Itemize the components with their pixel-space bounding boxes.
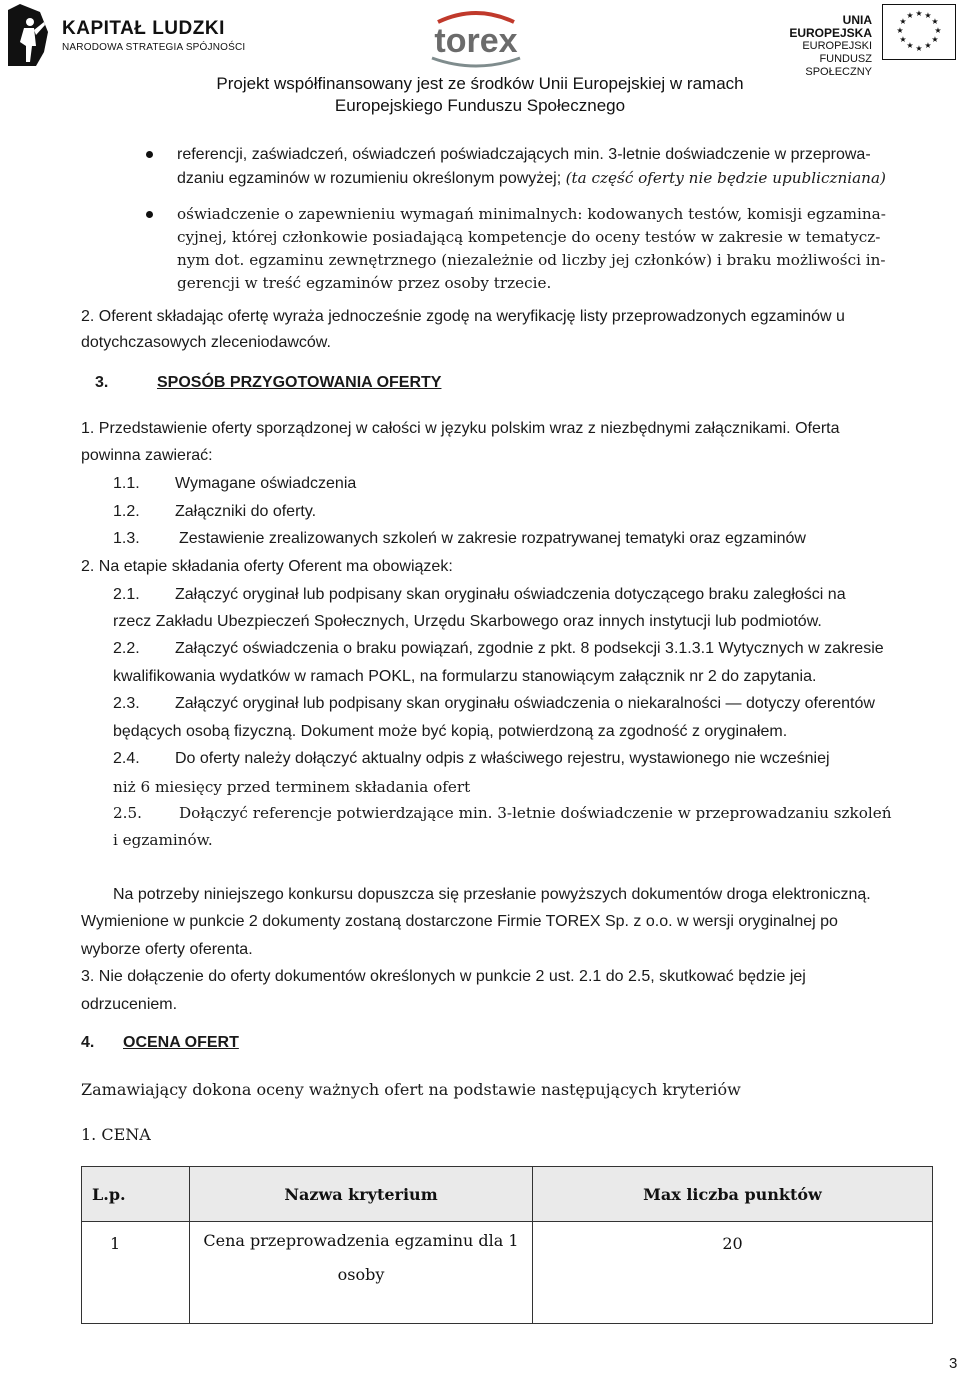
item-2-3-number: 2.3. <box>113 695 140 712</box>
ue-line-3: FUNDUSZ SPOŁECZNY <box>805 53 872 78</box>
s3-p3-line-1: 3. Nie dołączenie do oferty dokumentów określonych w punkcie 2 ust. 2.1 do 2.5, skutkować będzie jej <box>81 968 806 985</box>
item-1-1-number: 1.1. <box>113 475 140 492</box>
svg-text:★: ★ <box>906 11 914 20</box>
section-3-number: 3. <box>95 374 109 391</box>
svg-text:★: ★ <box>899 17 907 26</box>
section-4-title: OCENA OFERT <box>123 1034 239 1051</box>
svg-text:★: ★ <box>924 11 932 20</box>
note-line-2: Wymienione w punkcie 2 dokumenty zostaną dostarczone Firmie TOREX Sp. z o.o. w wersji oryginalnej po <box>81 913 838 930</box>
table-cell-points: 20 <box>533 1222 933 1324</box>
s3-p2: 2. Na etapie składania oferty Oferent ma obowiązek: <box>81 558 453 575</box>
project-line-1: Projekt współfinansowany jest ze środków Unii Europejskiej w ramach <box>216 74 744 93</box>
section-4-intro: Zamawiający dokona oceny ważnych ofert na podstawie następujących kryteriów <box>81 1080 741 1099</box>
table-cell-lp: 1 <box>82 1222 190 1324</box>
item-2-4-number: 2.4. <box>113 750 140 767</box>
table-header-points: Max liczba punktów <box>533 1167 933 1222</box>
table-header-row <box>82 1167 933 1222</box>
item-1-3: Zestawienie zrealizowanych szkoleń w zakresie rozpatrywanej tematyki oraz egzaminów <box>179 530 806 547</box>
kapital-ludzki-logo-icon <box>6 2 50 68</box>
page-number: 3 <box>949 1355 958 1372</box>
page-header <box>0 0 960 78</box>
item-2-1-number: 2.1. <box>113 586 140 603</box>
svg-text:★: ★ <box>924 41 932 50</box>
item-2-1-line-2: rzecz Zakładu Ubezpieczeń Społecznych, Urzędu Skarbowego oraz innych instytucji lub podmiotów. <box>113 613 822 630</box>
torex-logo-text: torex <box>434 22 518 60</box>
para-2-line-1: 2. Oferent składając ofertę wyraża jednocześnie zgodę na weryfikację listy przeprowadzonych egzaminów u <box>81 308 845 325</box>
bullet-dot <box>146 151 153 158</box>
svg-text:★: ★ <box>915 44 923 53</box>
item-2-2-line-2: kwalifikowania wydatków w ramach POKL, na formularzu stanowiącym załącznik nr 2 do zapytania. <box>113 668 817 685</box>
item-1-1: Wymagane oświadczenia <box>175 475 357 492</box>
item-1-2-number: 1.2. <box>113 503 140 520</box>
s3-p1-line-2: powinna zawierać: <box>81 447 213 464</box>
kl-subtitle: NARODOWA STRATEGIA SPÓJNOŚCI <box>62 42 246 53</box>
bullet-2-line-3: nym dot. egzaminu zewnętrznego (niezależnie od liczby jej członków) i braku możliwości in- <box>177 251 886 269</box>
bullet-dot <box>146 211 153 218</box>
svg-text:★: ★ <box>906 41 914 50</box>
item-2-3-line-2: będących osobą fizyczną. Dokument może być kopią, potwierdzoną za zgodność z oryginałem. <box>113 723 788 740</box>
section-3-title: SPOSÓB PRZYGOTOWANIA OFERTY <box>157 374 442 391</box>
svg-text:★: ★ <box>915 9 923 18</box>
bullet-2-line-2: cyjnej, której członkowie posiadającą kompetencje do oceny testów w zakresie w tematycz- <box>177 228 881 246</box>
eu-flag-icon <box>882 4 956 60</box>
torex-logo-icon <box>418 8 534 70</box>
item-2-2-line-1: Załączyć oświadczenia o braku powiązań, zgodnie z pkt. 8 podsekcji 3.1.3.1 Wytycznych w zakresie <box>175 640 884 657</box>
item-2-4-line-1: Do oferty należy dołączyć aktualny odpis z właściwego rejestru, wystawionego nie wcześniej <box>175 750 830 767</box>
table-cell-name <box>190 1222 533 1324</box>
ue-line-1: UNIA EUROPEJSKA <box>789 13 872 40</box>
table-row <box>82 1222 933 1324</box>
para-2-line-2: dotychczasowych zleceniodawców. <box>81 334 331 351</box>
svg-text:★: ★ <box>931 35 939 44</box>
s3-p1-line-1: 1. Przedstawienie oferty sporządzonej w całości w języku polskim wraz z niezbędnymi załącznikami. Oferta <box>81 420 840 437</box>
note-line-1: Na potrzeby niniejszego konkursu dopuszcza się przesłanie powyższych dokumentów droga elektroniczną. <box>113 886 871 903</box>
bullet-1-line-1: referencji, zaświadczeń, oświadczeń poświadczających min. 3-letnie doświadczenie w przeprowa- <box>177 146 871 163</box>
bullet-1-note: (ta część oferty nie będzie upubliczniana) <box>565 169 886 187</box>
item-2-4-line-2: niż 6 miesięcy przed terminem składania ofert <box>113 778 471 796</box>
item-1-2: Załączniki do oferty. <box>175 503 317 520</box>
table-header-lp: L.p. <box>82 1167 190 1222</box>
project-line-2: Europejskiego Funduszu Społecznego <box>334 96 626 115</box>
svg-text:★: ★ <box>896 26 904 35</box>
bullet-2-line-4: gerencji w treść egzaminów przez osoby trzecie. <box>177 274 552 292</box>
criteria-table <box>81 1166 933 1324</box>
ue-line-2: EUROPEJSKI <box>802 40 872 52</box>
svg-text:★: ★ <box>899 35 907 44</box>
section-4-number: 4. <box>81 1034 95 1051</box>
bullet-2-line-1: oświadczenie o zapewnieniu wymagań minimalnych: kodowanych testów, komisji egzamina- <box>177 205 886 223</box>
bullet-1-line-2 <box>177 168 886 189</box>
item-2-5-line-2: i egzaminów. <box>113 831 213 849</box>
svg-text:★: ★ <box>931 17 939 26</box>
table-cell-name-line-1: Cena przeprowadzenia egzaminu dla 1 <box>203 1231 519 1250</box>
item-1-3-number: 1.3. <box>113 530 140 547</box>
svg-text:★: ★ <box>934 26 942 35</box>
item-2-5-line-1: Dołączyć referencje potwierdzające min. 3-letnie doświadczenie w przeprowadzaniu szkoleń <box>179 804 892 822</box>
kl-title: KAPITAŁ LUDZKI <box>62 18 225 39</box>
section-4-sub: 1. CENA <box>81 1125 151 1144</box>
table-header-name: Nazwa kryterium <box>190 1167 533 1222</box>
item-2-5-number: 2.5. <box>113 804 142 822</box>
bullet-1-line-2a: dzaniu egzaminów w rozumieniu określonym powyżej; <box>177 170 566 187</box>
item-2-2-number: 2.2. <box>113 640 140 657</box>
item-2-3-line-1: Załączyć oryginał lub podpisany skan oryginału oświadczenia o niekaralności — dotyczy oferentów <box>175 695 875 712</box>
table-cell-name-line-2: osoby <box>337 1265 385 1284</box>
s3-p3-line-2: odrzuceniem. <box>81 996 178 1013</box>
ue-label <box>760 14 872 79</box>
item-2-1-line-1: Załączyć oryginał lub podpisany skan oryginału oświadczenia dotyczącego braku zaległości na <box>175 586 846 603</box>
note-line-3: wyborze oferty oferenta. <box>81 941 253 958</box>
